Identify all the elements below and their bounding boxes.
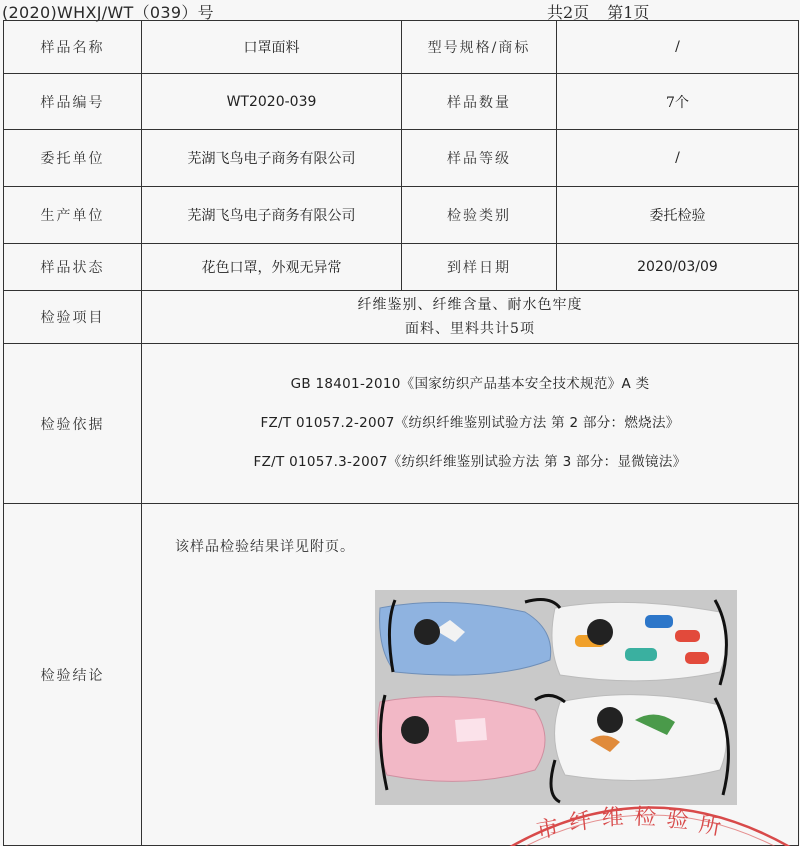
- basis-standard-3: FZ/T 01057.3-2007《纺织纤维鉴别试验方法 第 3 部分：显微镜法》: [253, 454, 687, 470]
- arrival-date-value: 2020/03/09: [557, 244, 799, 291]
- sample-name-value: 口罩面料: [142, 21, 402, 74]
- conclusion-label: 检验结论: [4, 504, 142, 846]
- inspection-items-value: [142, 291, 799, 344]
- inspection-type-value: 委托检验: [557, 187, 799, 244]
- sample-photo: [375, 590, 737, 805]
- official-seal: [500, 790, 800, 846]
- total-pages: 共2页: [547, 3, 590, 22]
- svg-text:市: 市: [534, 815, 561, 844]
- sample-state-label: 样品状态: [4, 244, 142, 291]
- sample-grade-value: /: [557, 130, 799, 187]
- sample-qty-value: 7个: [557, 74, 799, 130]
- inspection-basis-label: 检验依据: [4, 344, 142, 504]
- mask-photo-illustration: [375, 590, 737, 805]
- sample-grade-label: 样品等级: [402, 130, 557, 187]
- inspection-items-line-2: 面料、里料共计5项: [405, 321, 535, 337]
- client-label: 委托单位: [4, 130, 142, 187]
- inspection-items-label: 检验项目: [4, 291, 142, 344]
- manufacturer-label: 生产单位: [4, 187, 142, 244]
- basis-standard-1: GB 18401-2010《国家纺织产品基本安全技术规范》A 类: [290, 376, 650, 392]
- model-spec-label: 型号规格/商标: [402, 21, 557, 74]
- manufacturer-value: 芜湖飞鸟电子商务有限公司: [142, 187, 402, 244]
- svg-text:所: 所: [696, 812, 723, 841]
- sample-name-label: 样品名称: [4, 21, 142, 74]
- inspection-items-line-1: 纤维鉴别、纤维含量、耐水色牢度: [357, 297, 583, 313]
- row-inspection-basis: [4, 344, 799, 504]
- svg-text:纤: 纤: [568, 808, 593, 836]
- inspection-basis-value: [142, 344, 799, 504]
- inspection-type-label: 检验类别: [402, 187, 557, 244]
- sample-no-label: 样品编号: [4, 74, 142, 130]
- svg-text:验: 验: [665, 807, 690, 835]
- basis-standard-2: FZ/T 01057.2-2007《纺织纤维鉴别试验方法 第 2 部分：燃烧法》: [260, 415, 680, 431]
- row-sample-no: [4, 74, 799, 130]
- conclusion-note: 该样品检验结果详见附页。: [175, 539, 355, 555]
- model-spec-value: /: [557, 21, 799, 74]
- arrival-date-label: 到样日期: [402, 244, 557, 291]
- sample-state-value: 花色口罩，外观无异常: [142, 244, 402, 291]
- row-sample-name: [4, 21, 799, 74]
- svg-text:检: 检: [633, 805, 657, 831]
- seal-stamp-graphic: [500, 790, 800, 846]
- row-client: [4, 130, 799, 187]
- row-manufacturer: [4, 187, 799, 244]
- sample-no-value: WT2020-039: [142, 74, 402, 130]
- current-page: 第1页: [607, 3, 650, 22]
- svg-text:维: 维: [601, 805, 625, 831]
- client-value: 芜湖飞鸟电子商务有限公司: [142, 130, 402, 187]
- report-number: (2020)WHXJ/WT（039）号: [2, 3, 214, 22]
- row-sample-state: [4, 244, 799, 291]
- sample-qty-label: 样品数量: [402, 74, 557, 130]
- row-inspection-items: [4, 291, 799, 344]
